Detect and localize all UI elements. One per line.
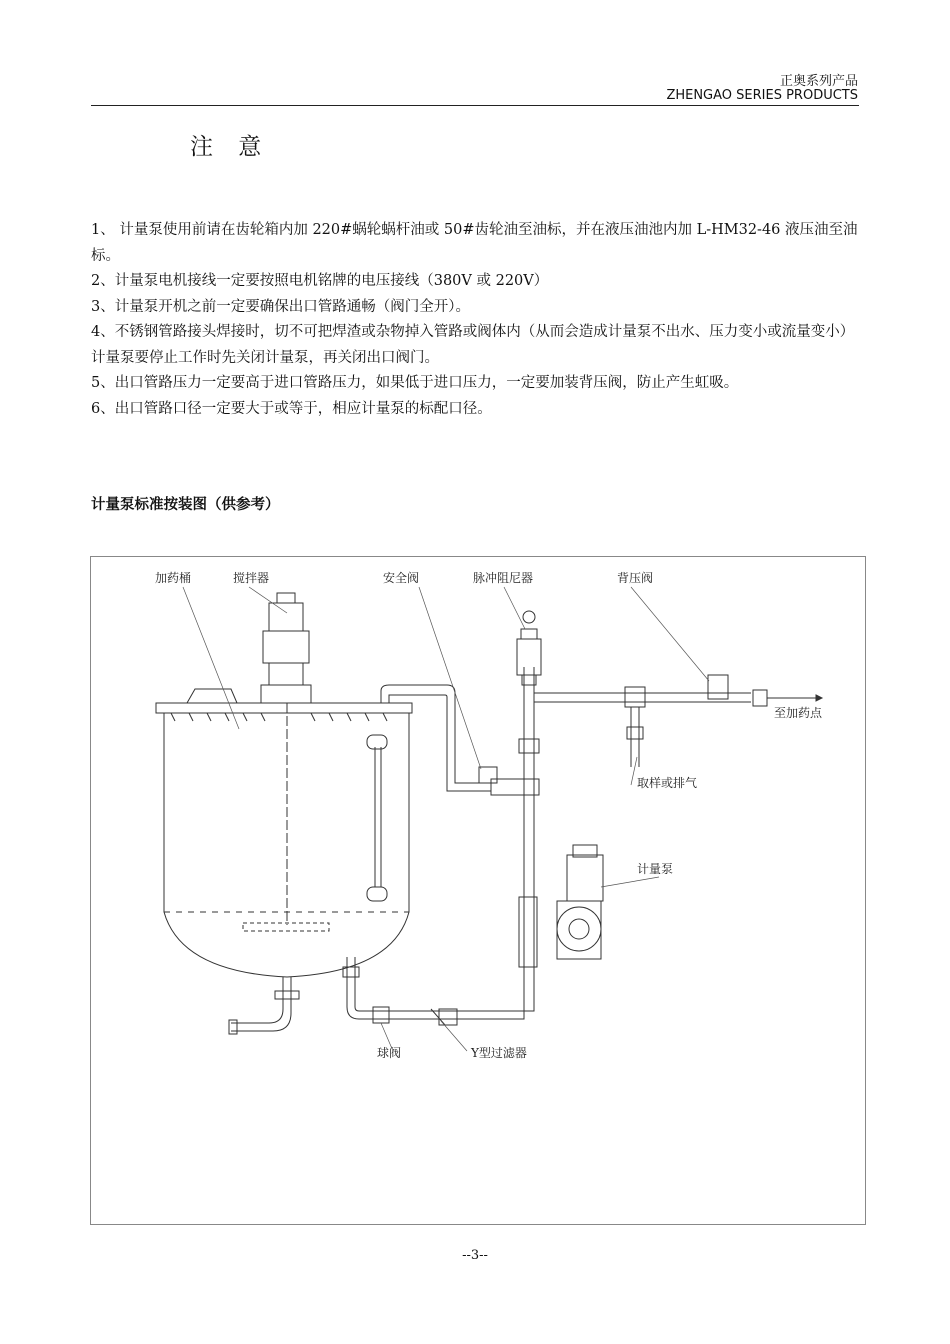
mixer-blade [243,923,329,931]
sampling-pipe [631,707,639,767]
to-dosing-point-arrow [816,695,822,701]
installation-diagram [90,556,866,1225]
label-dosing-tank: 加药桶 [155,571,192,585]
header-brand-en: ZHENGAO SERIES PRODUCTS [666,88,858,103]
page-number: --3-- [462,1248,488,1263]
installation-diagram-drawing [91,557,867,1226]
tank-lid [156,703,412,713]
level-gauge [367,735,387,901]
tank-cover [187,689,237,703]
notes-list [91,218,861,422]
label-safety-valve: 安全阀 [383,571,420,585]
diagram-title: 计量泵标准按装图（供参考） [91,497,280,513]
metering-pump [519,845,603,967]
relief-return-pipe [381,685,491,783]
label-ball-valve: 球阀 [377,1046,402,1060]
suction-pipe [347,957,534,1019]
tank-body [164,713,409,977]
page-title: 注 意 [190,134,271,160]
note-6: 6、出口管路口径一定要大于或等于，相应计量泵的标配口径。 [91,400,492,417]
tank-lid-fins [171,713,387,721]
note-2: 2、计量泵电机接线一定要按照电机铭牌的电压接线（380V 或 220V） [91,273,549,289]
outlet-ball-valve [753,690,767,706]
sampling-valve [627,727,643,739]
note-1: 1、 计量泵使用前请在齿轮箱内加 220#蜗轮蜗杆油或 50#齿轮油至油标，并在液压油池内加 L-HM32-46 液压油至油标。 [91,222,858,264]
header-brand-cn: 正奥系列产品 [779,74,858,89]
header-divider [91,105,859,106]
discharge-tee [491,779,539,795]
label-mixer: 搅拌器 [233,571,270,585]
tank-drain-pipe [229,977,299,1034]
outlet-pipe [534,693,751,702]
note-3: 3、计量泵开机之前一定要确保出口管路通畅（阀门全开）。 [91,298,470,315]
label-back-pressure-valve: 背压阀 [617,571,654,585]
discharge-pipe [524,667,534,977]
mixer-motor [261,593,311,703]
pulse-damper [517,611,541,685]
label-leaders [183,587,709,1051]
discharge-valve [519,739,539,753]
label-pulse-damper: 脉冲阻尼器 [473,571,534,585]
back-pressure-valve [708,675,728,699]
label-y-strainer: Y型过滤器 [471,1046,527,1060]
note-5: 5、出口管路压力一定要高于进口管路压力，如果低于进口压力，一定要加装背压阀，防止产生虹吸。 [91,375,739,391]
label-sampling-or-vent: 取样或排气 [637,776,698,790]
ball-valve [373,1007,389,1023]
label-metering-pump: 计量泵 [637,862,674,876]
outlet-tee [625,687,645,707]
label-to-dosing-point: 至加药点 [774,706,823,720]
note-4: 4、不锈钢管路接头焊接时，切不可把焊渣或杂物掉入管路或阀体内（从而会造成计量泵不出水、压力变小或流量变小） [91,324,855,340]
note-4-stop: 计量泵要停止工作时先关闭计量泵，再关闭出口阀门。 [91,349,439,366]
safety-valve [479,767,497,783]
